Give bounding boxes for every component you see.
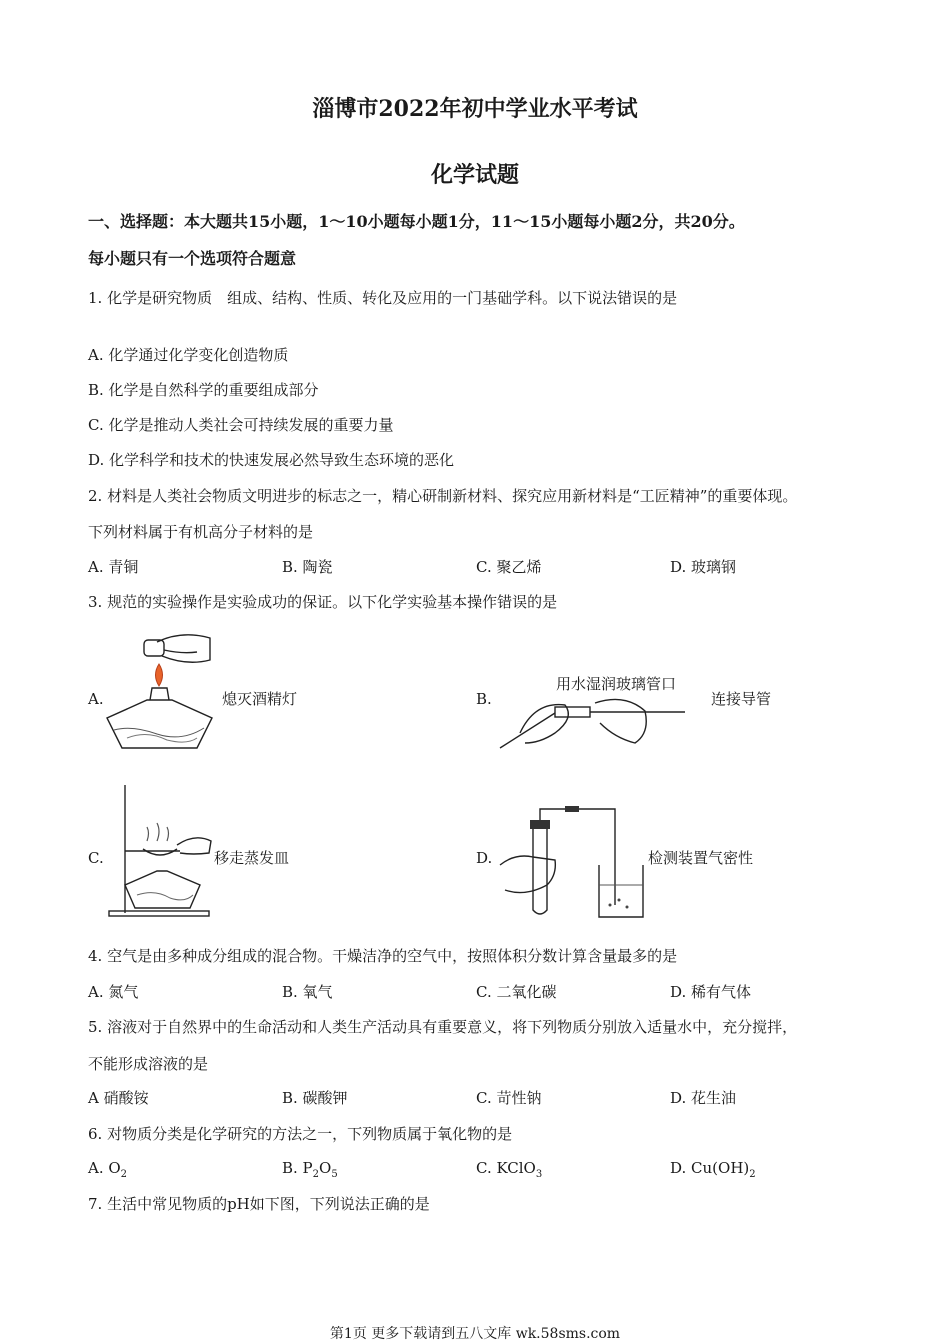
q5-stem-line1: 5. 溶液对于自然界中的生命活动和人类生产活动具有重要意义，将下列物质分别放入适量水中，充分搅拌， bbox=[88, 1018, 798, 1036]
q4-option-a: A. 氮气 bbox=[88, 983, 139, 1001]
section-instruction: 每小题只有一个选项符合题意 bbox=[88, 249, 297, 268]
q5-option-a: A 硝酸铵 bbox=[88, 1089, 149, 1107]
q2-option-c: C. 聚乙烯 bbox=[476, 558, 542, 576]
q4-option-c: C. 二氧化碳 bbox=[476, 983, 557, 1001]
q2-option-d: D. 玻璃钢 bbox=[670, 558, 737, 576]
section-heading: 一、选择题：本大题共15小题，1～10小题每小题1分，11～15小题每小题2分，共20分。 bbox=[88, 212, 745, 231]
q3-option-b-letter: B. bbox=[476, 690, 492, 708]
q5-stem-line2: 不能形成溶液的是 bbox=[88, 1055, 209, 1073]
q1-option-a: A. 化学通过化学变化创造物质 bbox=[88, 346, 289, 364]
exam-title: 淄博市2022年初中学业水平考试 bbox=[312, 96, 638, 122]
q2-stem-line2: 下列材料属于有机高分子材料的是 bbox=[88, 523, 314, 541]
q3-stem: 3. 规范的实验操作是实验成功的保证。以下化学实验基本操作错误的是 bbox=[88, 593, 558, 611]
q5-option-c: C. 苛性钠 bbox=[476, 1089, 542, 1107]
q4-stem: 4. 空气是由多种成分组成的混合物。干燥洁净的空气中，按照体积分数计算含量最多的是 bbox=[88, 947, 678, 965]
q3-b-figure-label: 用水湿润玻璃管口 bbox=[556, 675, 677, 693]
q2-option-b: B. 陶瓷 bbox=[282, 558, 333, 576]
q1-option-d: D. 化学科学和技术的快速发展必然导致生态环境的恶化 bbox=[88, 451, 455, 469]
q6-option-d: D. $Cu(OH)_2$ bbox=[670, 1159, 756, 1180]
q1-stem: 1. 化学是研究物质 组成、结构、性质、转化及应用的一门基础学科。以下说法错误的是 bbox=[88, 289, 678, 307]
q3-option-a-caption: 熄灭酒精灯 bbox=[222, 690, 298, 708]
tube-connection-figure bbox=[495, 693, 695, 753]
q3-option-a-letter: A. bbox=[88, 690, 104, 708]
q2-option-a: A. 青铜 bbox=[88, 558, 139, 576]
q5-option-b: B. 碳酸钾 bbox=[282, 1089, 348, 1107]
q3-option-c-caption: 移走蒸发皿 bbox=[214, 849, 290, 867]
q5-option-d: D. 花生油 bbox=[670, 1089, 737, 1107]
q3-option-c-letter: C. bbox=[88, 849, 104, 867]
airtightness-figure bbox=[495, 805, 647, 920]
q3-option-d-caption: 检测装置气密性 bbox=[648, 849, 754, 867]
q2-stem-line1: 2. 材料是人类社会物质文明进步的标志之一，精心研制新材料、探究应用新材料是“工匠精神”的重要体现。 bbox=[88, 487, 798, 505]
exam-subtitle: 化学试题 bbox=[430, 162, 519, 188]
q1-option-c: C. 化学是推动人类社会可持续发展的重要力量 bbox=[88, 416, 394, 434]
q4-option-d: D. 稀有气体 bbox=[670, 983, 752, 1001]
q1-option-b: B. 化学是自然科学的重要组成部分 bbox=[88, 381, 319, 399]
q6-option-a: A. $O_2$ bbox=[88, 1159, 128, 1180]
q6-stem: 6. 对物质分类是化学研究的方法之一，下列物质属于氧化物的是 bbox=[88, 1125, 513, 1143]
q6-option-c: C. KClO$_3$ bbox=[476, 1159, 543, 1180]
q6-option-b: B. $P_2O_5$ bbox=[282, 1159, 338, 1180]
q3-option-b-caption: 连接导管 bbox=[711, 690, 772, 708]
q3-option-d-letter: D. bbox=[476, 849, 493, 867]
q7-stem: 7. 生活中常见物质的pH如下图，下列说法正确的是 bbox=[88, 1195, 430, 1213]
page-footer: 第1页 更多下载请到五八文库 wk.58sms.com bbox=[329, 1326, 621, 1342]
evaporating-dish-figure bbox=[105, 783, 215, 918]
alcohol-lamp-figure bbox=[102, 630, 217, 755]
q4-option-b: B. 氧气 bbox=[282, 983, 333, 1001]
